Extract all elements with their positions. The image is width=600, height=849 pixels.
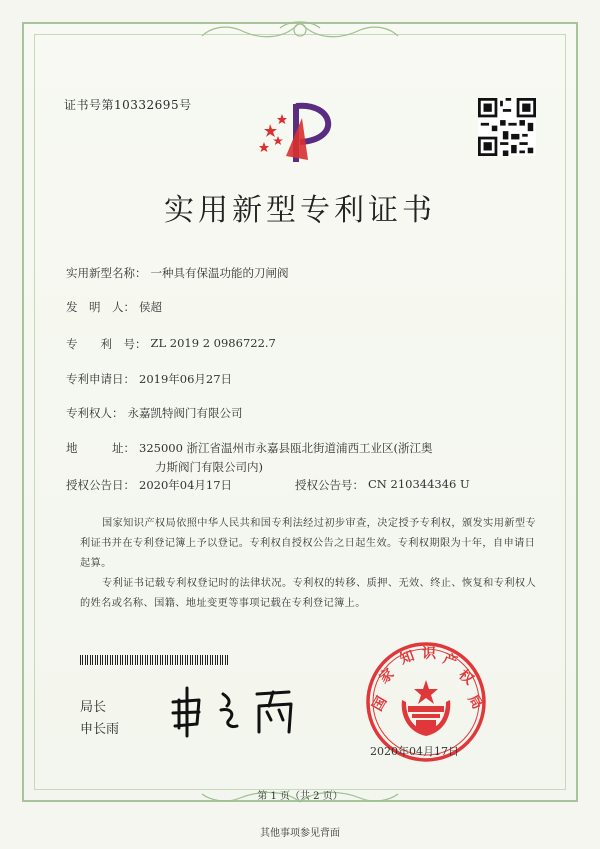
field-label: 发 明 人： (66, 300, 135, 314)
field-value: 侯超 (139, 300, 162, 314)
field-label: 专利权人： (66, 406, 124, 420)
seal-date: 2020年04月17日 (370, 745, 459, 758)
footer-note: 其他事项参见背面 (260, 828, 340, 839)
barcode-icon (80, 655, 228, 665)
field-label: 专 利 号： (66, 337, 147, 351)
svg-text:知: 知 (397, 647, 417, 668)
field-address-line2: 力斯阀门有限公司内) (155, 460, 263, 474)
field-label: 实用新型名称： (66, 266, 147, 280)
field-value: 2019年06月27日 (139, 372, 233, 386)
field-address (66, 440, 433, 456)
page-number: 第 1 页（共 2 页） (257, 791, 343, 802)
field-label: 专利申请日： (66, 372, 135, 386)
cnipa-logo-icon (256, 96, 342, 170)
svg-text:权: 权 (455, 666, 477, 689)
field-grant-number (295, 477, 470, 493)
field-filing-date (66, 371, 232, 387)
field-value: 325000 浙江省温州市永嘉县瓯北街道浦西工业区(浙江奥 (139, 441, 433, 455)
field-label: 授权公告号： (295, 478, 364, 492)
field-value: ZL 2019 2 0986722.7 (150, 336, 276, 350)
field-value: 2020年04月17日 (139, 478, 233, 492)
director-title: 局长 (80, 700, 107, 715)
field-label: 授权公告日： (66, 478, 135, 492)
grant-statement-paragraph: 国家知识产权局依照中华人民共和国专利法经过初步审查，决定授予专利权，颁发实用新型专利证书并在专利登记簿上予以登记。专利权自授权公告之日起生效。专利权期限为十年，自申请日起算。 (80, 518, 537, 569)
certificate-number: 证书号第10332695号 (64, 98, 192, 112)
field-patentee (66, 405, 243, 421)
director-name: 申长雨 (80, 722, 120, 737)
field-patent-number (66, 336, 276, 352)
field-value: 永嘉凯特阀门有限公司 (127, 406, 243, 420)
svg-text:国: 国 (369, 693, 391, 714)
svg-text:产: 产 (440, 650, 460, 671)
certificate-title: 实用新型专利证书 (164, 193, 436, 228)
field-inventor (66, 299, 162, 315)
field-utility-model-name (66, 265, 289, 281)
legal-status-paragraph: 专利证书记载专利权登记时的法律状况。专利权的转移、质押、无效、终止、恢复和专利权人的姓名或名称、国籍、地址变更等事项记载在专利登记簿上。 (80, 578, 537, 609)
field-label: 地 址： (66, 441, 135, 455)
field-value: 一种具有保温功能的刀闸阀 (150, 266, 289, 280)
field-value: CN 210344346 U (368, 477, 470, 491)
top-ornament-icon (200, 16, 400, 46)
svg-text:局: 局 (464, 692, 486, 713)
svg-text:识: 识 (422, 646, 436, 662)
qr-code-icon (478, 98, 536, 156)
svg-text:家: 家 (376, 665, 398, 688)
field-grant-date (66, 477, 232, 493)
signature-icon (165, 680, 315, 740)
